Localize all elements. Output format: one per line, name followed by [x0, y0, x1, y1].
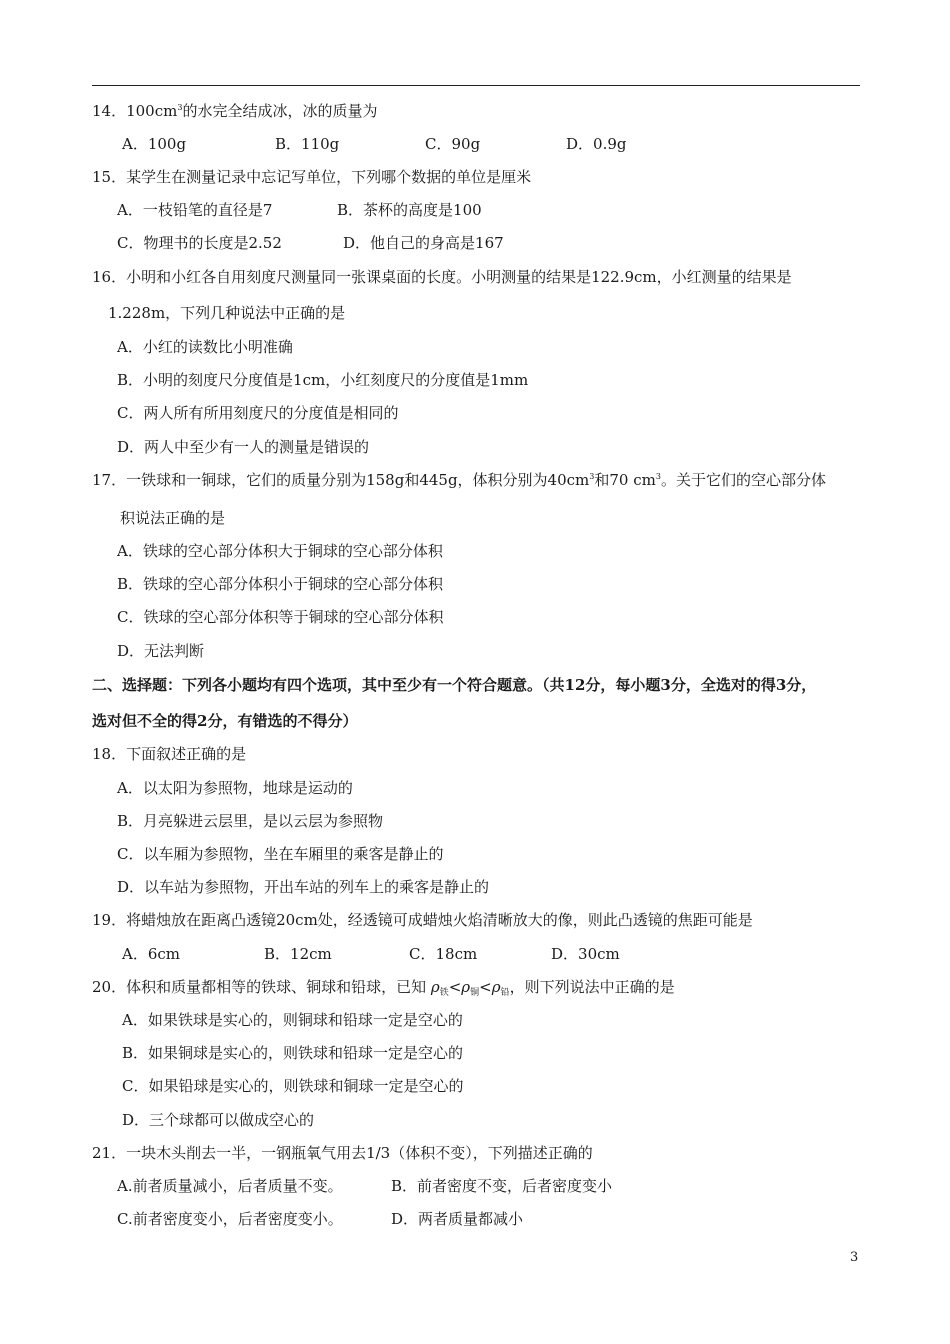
- q17-option-a: A．铁球的空心部分体积大于铜球的空心部分体积: [117, 542, 443, 560]
- q16-option-d: D．两人中至少有一人的测量是错误的: [117, 438, 370, 456]
- q20-option-a: A．如果铁球是实心的，则铜球和铅球一定是空心的: [122, 1011, 463, 1029]
- q19-option-d: D．30cm: [551, 945, 620, 963]
- question-14: 14．$100cm^3$的水完全结成冰，冰的质量为: [92, 102, 378, 120]
- q20-option-c: C．如果铅球是实心的，则铁球和铜球一定是空心的: [122, 1077, 464, 1095]
- q19-option-a: A．6cm: [122, 945, 181, 963]
- question-16-cont: 1.228m，下列几种说法中正确的是: [108, 304, 346, 322]
- q18-option-a: A．以太阳为参照物，地球是运动的: [117, 779, 353, 797]
- q20-option-d: D．三个球都可以做成空心的: [122, 1111, 315, 1129]
- q16-option-c: C．两人所有所用刻度尺的分度值是相同的: [117, 404, 399, 422]
- q20-option-b: B．如果铜球是实心的，则铁球和铅球一定是空心的: [122, 1044, 464, 1062]
- question-15: 15．某学生在测量记录中忘记写单位，下列哪个数据的单位是厘米: [92, 168, 532, 186]
- question-21: 21．一块木头削去一半，一钢瓶氧气用去1/3（体积不变），下列描述正确的: [92, 1144, 593, 1162]
- q21-option-c: C.前者密度变小，后者密度变小。: [117, 1210, 343, 1228]
- question-16: 16．小明和小红各自用刻度尺测量同一张课桌面的长度。小明测量的结果是122.9cm，小红测量的结果是: [92, 268, 792, 286]
- q14-option-d: D．0.9g: [566, 135, 627, 153]
- question-19: 19．将蜡烛放在距离凸透镜20cm处，经透镜可成蜡烛火焰清晰放大的像，则此凸透镜的焦距可能是: [92, 911, 753, 929]
- page-number: 3: [850, 1250, 859, 1265]
- q14-option-a: A．100g: [122, 135, 187, 153]
- section-2-heading-cont: 选对但不全的得2分，有错选的不得分）: [92, 712, 358, 730]
- q18-option-b: B．月亮躲进云层里，是以云层为参照物: [117, 812, 384, 830]
- question-18: 18．下面叙述正确的是: [92, 745, 247, 763]
- q17-option-b: B．铁球的空心部分体积小于铜球的空心部分体积: [117, 575, 444, 593]
- q21-option-b: B．前者密度不变，后者密度变小: [391, 1177, 613, 1195]
- header-rule: [92, 85, 860, 86]
- q15-option-b: B．茶杯的高度是100: [337, 201, 482, 219]
- q18-option-c: C．以车厢为参照物，坐在车厢里的乘客是静止的: [117, 845, 444, 863]
- q21-option-d: D．两者质量都减小: [391, 1210, 524, 1228]
- q18-option-d: D．以车站为参照物，开出车站的列车上的乘客是静止的: [117, 878, 490, 896]
- q15-option-a: A．一枝铅笔的直径是7: [117, 201, 273, 219]
- question-17-cont: 积说法正确的是: [120, 509, 226, 527]
- section-2-heading: 二、选择题：下列各小题均有四个选项，其中至少有一个符合题意。（共12分，每小题3分，全选对的得3分，: [92, 676, 817, 694]
- q21-option-a: A.前者质量减小，后者质量不变。: [117, 1177, 343, 1195]
- q15-option-c: C．物理书的长度是2.52: [117, 234, 282, 252]
- q15-option-d: D．他自己的身高是167: [343, 234, 504, 252]
- question-17: 17．一铁球和一铜球，它们的质量分别为158g和445g，体积分别为$40cm^3$和70 $cm^3$。关于它们的空心部分体: [92, 471, 826, 489]
- q14-option-c: C．90g: [425, 135, 481, 153]
- q16-option-a: A．小红的读数比小明准确: [117, 338, 293, 356]
- q19-option-c: C．18cm: [409, 945, 478, 963]
- question-20: 20．体积和质量都相等的铁球、铜球和铅球，已知 $\rho_铁<\rho_铜<\rho_铅$，则下列说法中正确的是: [92, 978, 675, 998]
- q19-option-b: B．12cm: [264, 945, 332, 963]
- q16-option-b: B．小明的刻度尺分度值是1cm，小红刻度尺的分度值是1mm: [117, 371, 529, 389]
- q17-option-d: D．无法判断: [117, 642, 205, 660]
- q17-option-c: C．铁球的空心部分体积等于铜球的空心部分体积: [117, 608, 444, 626]
- q14-option-b: B．110g: [275, 135, 340, 153]
